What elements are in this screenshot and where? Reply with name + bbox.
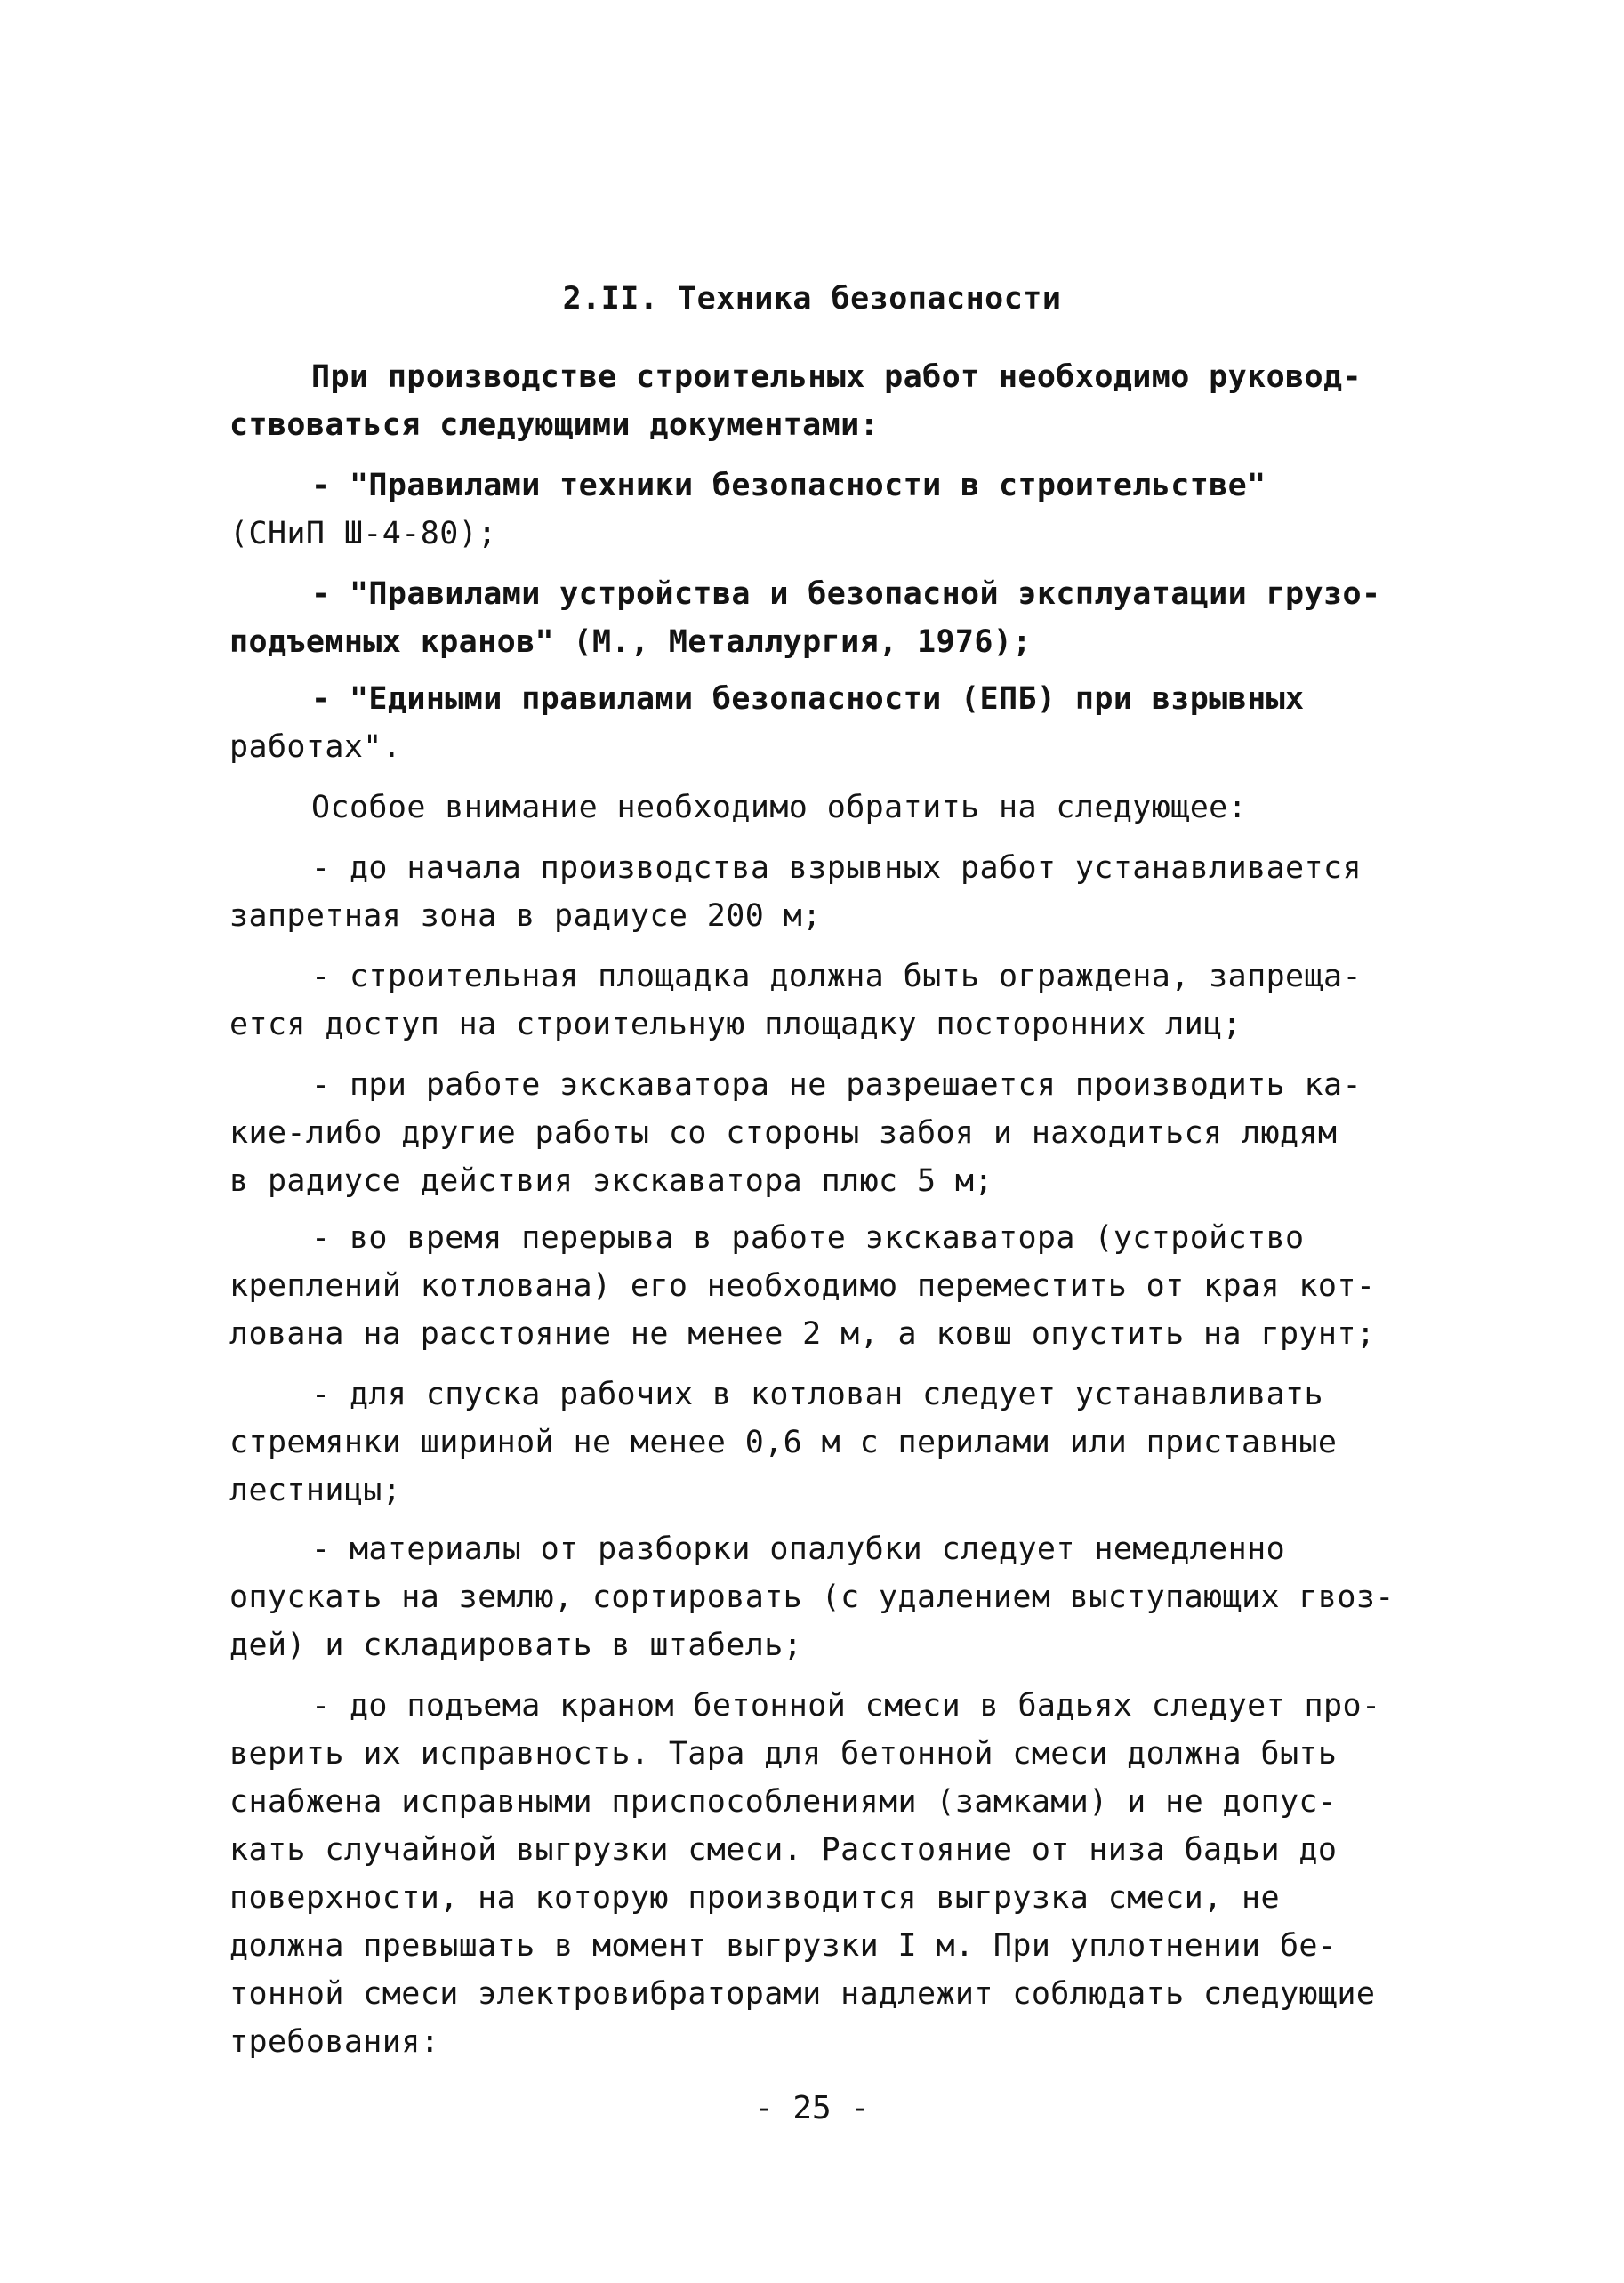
text-line: запретная зона в радиусе 200 м; (229, 898, 822, 934)
text-line: - для спуска рабочих в котлован следует устанавливать (311, 1377, 1324, 1412)
text-line: лестницы; (229, 1473, 402, 1508)
text-line: работах". (229, 729, 402, 765)
text-line: - при работе экскаватора не разрешается производить ка- (311, 1067, 1362, 1103)
page-number: - 25 - (753, 2090, 871, 2126)
text-line: дей) и складировать в штабель; (229, 1628, 803, 1663)
text-line: подъемных кранов" (М., Металлургия, 1976); (229, 624, 1032, 660)
text-line: - до подъема краном бетонной смеси в бадьях следует про- (311, 1688, 1381, 1724)
text-line: опускать на землю, сортировать (с удалением выступающих гвоз- (229, 1580, 1395, 1615)
text-line: ствоваться следующими документами: (229, 407, 880, 443)
text-line: - строительная площадка должна быть ограждена, запреща- (311, 959, 1362, 994)
text-line: ется доступ на строительную площадку посторонних лиц; (229, 1007, 1242, 1042)
text-line: верить их исправность. Тара для бетонной смеси должна быть (229, 1736, 1338, 1772)
text-line: - "Правилами устройства и безопасной эксплуатации грузо- (311, 576, 1381, 612)
text-line: - во время перерыва в работе экскаватора (устройство (311, 1220, 1305, 1256)
text-line: (СНиП Ш-4-80); (229, 516, 497, 551)
text-line: Особое внимание необходимо обратить на следующее: (311, 790, 1248, 825)
text-line: кать случайной выгрузки смеси. Расстояние от низа бадьи до (229, 1832, 1338, 1868)
text-line: - "Правилами техники безопасности в строительстве" (311, 468, 1266, 503)
text-line: снабжена исправными приспособлениями (замками) и не допус- (229, 1784, 1338, 1820)
text-line: При производстве строительных работ необходимо руковод- (311, 359, 1362, 395)
text-line: в радиусе действия экскаватора плюс 5 м; (229, 1163, 993, 1199)
text-line: - "Едиными правилами безопасности (ЕПБ) при взрывных (311, 681, 1305, 717)
text-line: стремянки шириной не менее 0,6 м с перилами или приставные (229, 1425, 1338, 1460)
text-line: - до начала производства взрывных работ устанавливается (311, 850, 1362, 886)
section-heading: 2.II. Техника безопасности (562, 281, 1062, 317)
text-line: кие-либо другие работы со стороны забоя и находиться людям (229, 1115, 1338, 1151)
text-line: лована на расстояние не менее 2 м, а ковш опустить на грунт; (229, 1316, 1376, 1352)
text-line: тонной смеси электровибраторами надлежит соблюдать следующие (229, 1976, 1376, 2012)
text-line: креплений котлована) его необходимо переместить от края кот- (229, 1268, 1376, 1304)
text-line: требования: (229, 2024, 440, 2060)
text-line: - материалы от разборки опалубки следует немедленно (311, 1531, 1286, 1567)
text-line: поверхности, на которую производится выгрузка смеси, не (229, 1880, 1280, 1916)
text-line: должна превышать в момент выгрузки I м. При уплотнении бе- (229, 1928, 1338, 1964)
